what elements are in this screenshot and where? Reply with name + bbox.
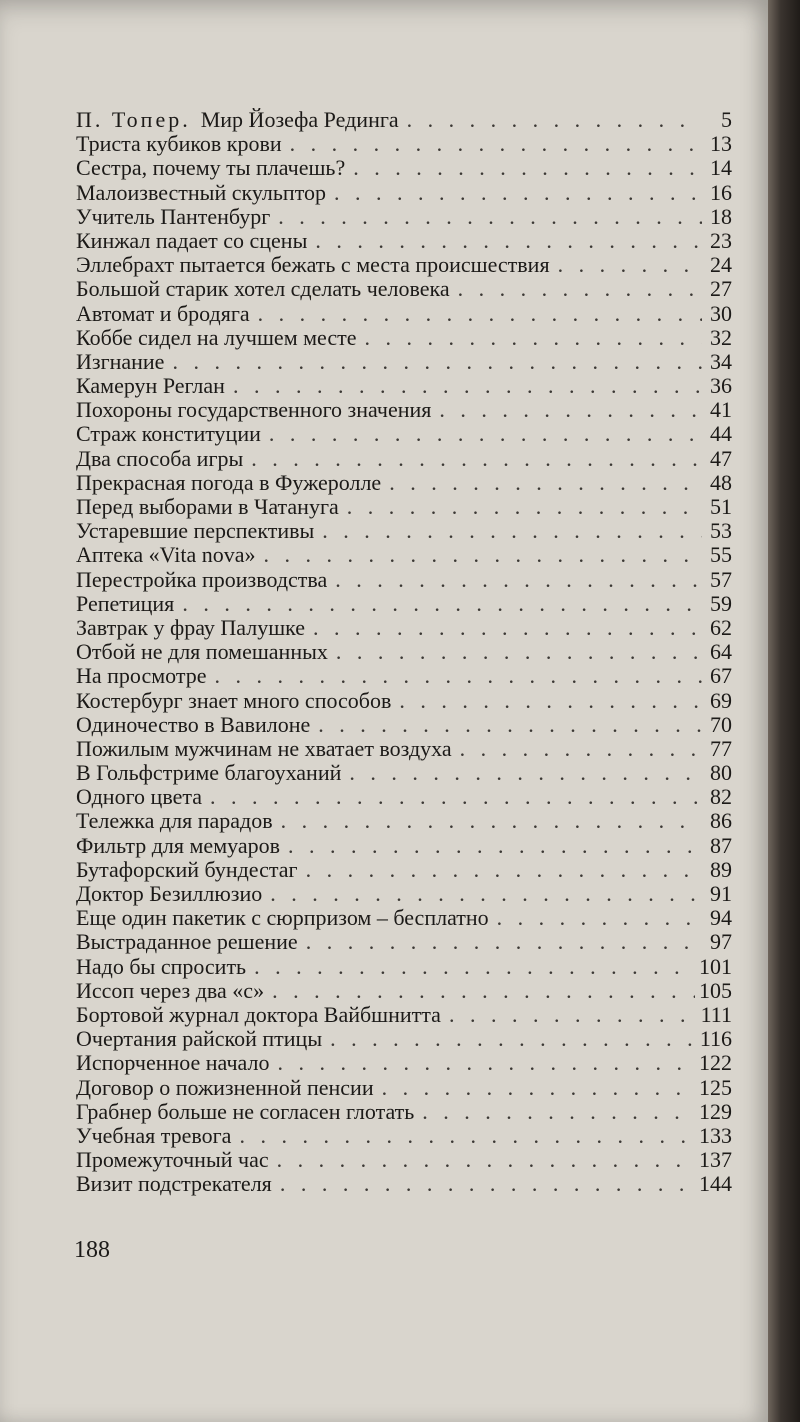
dot-leader	[233, 374, 702, 398]
toc-entry	[76, 277, 732, 301]
toc-entry-title: Визит подстрекателя	[76, 1171, 272, 1197]
toc-entry-title: Еще один пакетик с сюрпризом – бесплатно	[76, 905, 489, 931]
toc-entry-title: Завтрак у фрау Палушке	[76, 614, 306, 640]
dot-leader	[290, 132, 702, 156]
toc-entry-page: 133	[699, 1122, 732, 1148]
toc-entry	[76, 543, 732, 567]
dot-leader	[269, 422, 702, 446]
toc-entry	[76, 616, 732, 640]
toc-entry	[76, 495, 732, 519]
toc-entry-page: 5	[721, 107, 732, 132]
dot-leader	[306, 930, 702, 954]
toc-entry	[76, 1124, 732, 1148]
toc-entry-page: 16	[710, 179, 732, 205]
toc-entry-title	[76, 108, 399, 132]
toc-entry-page: 94	[710, 905, 732, 931]
dot-leader	[278, 205, 702, 229]
dot-leader	[272, 979, 695, 1003]
toc-entry-author: П. Топер.	[76, 107, 191, 132]
dot-leader	[322, 519, 702, 543]
toc-entry	[76, 834, 732, 858]
toc-entry	[76, 955, 732, 979]
toc-entry	[76, 181, 732, 205]
dot-leader	[210, 785, 702, 809]
toc-entry	[76, 664, 732, 688]
toc-entry-title: Очертания райской птицы	[76, 1026, 323, 1052]
toc-entry	[76, 592, 732, 616]
toc-entry-page: 41	[710, 397, 732, 423]
toc-entry-title: Доктор Безиллюзио	[76, 881, 263, 906]
toc-entry	[76, 568, 732, 592]
toc-entry	[76, 229, 732, 253]
dot-leader	[335, 568, 702, 592]
toc-entry-page: 24	[710, 252, 732, 278]
toc-entry-title-text: Мир Йозефа Рединга	[200, 107, 399, 132]
dot-leader	[281, 809, 702, 833]
toc-entry-title: Перестройка производства	[76, 566, 328, 592]
toc-entry	[76, 1076, 732, 1100]
toc-entry	[76, 785, 732, 809]
toc-entry	[76, 1003, 732, 1027]
dot-leader	[349, 761, 702, 785]
dot-leader	[263, 543, 702, 567]
toc-entry-title: Бортовой журнал доктора Вайбшнитта	[76, 1001, 441, 1027]
toc-entry-title: Коббе сидел на лучшем месте	[76, 324, 357, 350]
toc-entry-page: 69	[710, 687, 732, 713]
dot-leader	[315, 229, 702, 253]
toc-entry	[76, 253, 732, 277]
toc-entry	[76, 689, 732, 713]
toc-entry-page: 62	[710, 614, 732, 640]
toc-entry-title: Похороны государственного значения	[76, 397, 432, 423]
toc-entry-page: 122	[699, 1050, 732, 1076]
toc-entry-title: Отбой не для помешанных	[76, 639, 328, 665]
toc-entry-title: Кинжал падает со сцены	[76, 227, 308, 253]
dot-leader	[280, 1172, 695, 1196]
toc-entry	[76, 108, 732, 132]
toc-entry-page: 116	[699, 1026, 732, 1052]
toc-entry-page: 125	[699, 1074, 732, 1100]
dot-leader	[258, 302, 702, 326]
dot-leader	[254, 955, 695, 979]
toc-entry-page: 59	[710, 590, 732, 616]
dot-leader	[277, 1148, 695, 1172]
dot-leader	[277, 1051, 695, 1075]
toc-entry-page: 32	[710, 324, 732, 350]
toc-entry	[76, 471, 732, 495]
dot-leader	[458, 277, 702, 301]
book-edge	[768, 0, 800, 1422]
dot-leader	[389, 471, 702, 495]
toc-entry	[76, 350, 732, 374]
toc-entry-title: Два способа игры	[76, 445, 244, 471]
toc-entry-title: Эллебрахт пытается бежать с места происшествия	[76, 252, 550, 278]
dot-leader	[439, 398, 702, 422]
toc-entry	[76, 858, 732, 882]
toc-entry	[76, 1027, 732, 1051]
toc-entry-title: Испорченное начало	[76, 1050, 270, 1076]
dot-leader	[306, 858, 702, 882]
toc-entry-title: Надо бы спросить	[76, 953, 247, 979]
toc-entry-title: Одиночество в Вавилоне	[76, 711, 311, 737]
toc-entry	[76, 205, 732, 229]
toc-entry-page: 47	[710, 445, 732, 471]
toc-entry-page: 18	[710, 203, 732, 229]
toc-entry	[76, 882, 732, 906]
toc-entry	[76, 640, 732, 664]
dot-leader	[382, 1076, 695, 1100]
toc-entry-page: 44	[710, 421, 732, 447]
toc-entry-page: 51	[710, 494, 732, 519]
toc-entry-title: На просмотре	[76, 663, 207, 689]
dot-leader	[239, 1124, 695, 1148]
toc-entry-title: Триста кубиков крови	[76, 131, 282, 157]
toc-entry	[76, 398, 732, 422]
dot-leader	[172, 350, 702, 374]
toc-entry-page: 55	[710, 542, 732, 568]
dot-leader	[365, 326, 703, 350]
toc-entry	[76, 809, 732, 833]
toc-entry-page: 70	[710, 711, 732, 737]
page-number: 188	[74, 1237, 110, 1263]
toc-entry-title: Костербург знает много способов	[76, 687, 392, 713]
toc-entry-page: 82	[710, 784, 732, 810]
dot-leader	[399, 689, 702, 713]
dot-leader	[215, 664, 702, 688]
toc-entry-title: Бутафорский бундестаг	[76, 856, 298, 882]
toc-entry-title: Сестра, почему ты плачешь?	[76, 155, 346, 181]
toc-entry-page: 48	[710, 469, 732, 495]
dot-leader	[182, 592, 702, 616]
toc-entry	[76, 1100, 732, 1124]
toc-entry-page: 64	[710, 639, 732, 665]
toc-entry	[76, 1172, 732, 1196]
dot-leader	[336, 640, 702, 664]
toc-entry-page: 105	[699, 977, 732, 1003]
dot-leader	[288, 834, 702, 858]
toc-entry-page: 77	[710, 735, 732, 761]
toc-entry-title: Промежуточный час	[76, 1147, 269, 1173]
dot-leader	[313, 616, 702, 640]
toc-entry	[76, 422, 732, 446]
toc-entry-page: 144	[699, 1171, 732, 1197]
toc-entry-title: Учитель Пантенбург	[76, 203, 271, 229]
table-of-contents	[76, 108, 732, 1196]
toc-entry-page: 36	[710, 373, 732, 399]
dot-leader	[449, 1003, 697, 1027]
toc-entry-page: 89	[710, 856, 732, 882]
toc-entry	[76, 132, 732, 156]
toc-entry	[76, 713, 732, 737]
toc-entry-page: 30	[710, 300, 732, 326]
toc-entry-page: 97	[710, 929, 732, 955]
dot-leader	[422, 1100, 695, 1124]
toc-entry-title: Одного цвета	[76, 784, 202, 810]
dot-leader	[347, 495, 702, 519]
toc-entry-page: 87	[710, 832, 732, 858]
toc-entry-page: 13	[710, 131, 732, 157]
toc-entry-page: 57	[710, 566, 732, 592]
toc-entry-title: Пожилым мужчинам не хватает воздуха	[76, 735, 452, 761]
toc-entry-title: Страж конституции	[76, 421, 261, 447]
toc-entry	[76, 979, 732, 1003]
toc-entry-title: Изгнание	[76, 348, 165, 374]
toc-entry-title: Учебная тревога	[76, 1122, 232, 1148]
toc-entry-title: Аптека «Vita nova»	[76, 542, 256, 568]
toc-entry	[76, 156, 732, 180]
toc-entry	[76, 374, 732, 398]
toc-entry	[76, 326, 732, 350]
dot-leader	[318, 713, 702, 737]
toc-entry	[76, 906, 732, 930]
dot-leader	[558, 253, 702, 277]
toc-entry	[76, 1148, 732, 1172]
toc-entry-title: Грабнер больше не согласен глотать	[76, 1098, 415, 1124]
toc-entry	[76, 302, 732, 326]
toc-entry-title: Малоизвестный скульптор	[76, 179, 327, 205]
toc-entry-page: 23	[710, 227, 732, 253]
dot-leader	[497, 906, 702, 930]
toc-entry	[76, 519, 732, 543]
dot-leader	[251, 447, 702, 471]
toc-entry-title: В Гольфстриме благоуханий	[76, 760, 342, 786]
dot-leader	[270, 882, 702, 906]
toc-entry-page: 91	[710, 881, 732, 906]
toc-entry	[76, 930, 732, 954]
toc-entry-title: Автомат и бродяга	[76, 300, 250, 326]
toc-entry-page: 129	[699, 1098, 732, 1124]
toc-entry-page: 111	[700, 1001, 732, 1027]
toc-entry-title: Договор о пожизненной пенсии	[76, 1074, 374, 1100]
toc-entry-page: 53	[710, 518, 732, 544]
toc-entry-page: 67	[710, 663, 732, 689]
toc-entry-title: Выстраданное решение	[76, 929, 298, 955]
toc-entry-page: 137	[699, 1147, 732, 1173]
toc-entry-page: 80	[710, 760, 732, 786]
toc-entry	[76, 447, 732, 471]
toc-entry	[76, 737, 732, 761]
dot-leader	[330, 1027, 696, 1051]
toc-entry-title: Камерун Реглан	[76, 373, 225, 399]
toc-entry-title: Фильтр для мемуаров	[76, 832, 280, 858]
toc-entry-title: Перед выборами в Чатануга	[76, 494, 339, 519]
toc-entry	[76, 761, 732, 785]
toc-entry-title: Иссоп через два «с»	[76, 977, 265, 1003]
toc-entry-title: Тележка для парадов	[76, 808, 273, 834]
toc-entry	[76, 1051, 732, 1075]
toc-entry-title: Устаревшие перспективы	[76, 518, 315, 544]
toc-entry-title: Большой старик хотел сделать человека	[76, 276, 450, 302]
dot-leader	[353, 156, 702, 180]
dot-leader	[407, 108, 702, 132]
toc-entry-title: Репетиция	[76, 590, 175, 616]
toc-entry-page: 86	[710, 808, 732, 834]
dot-leader	[334, 181, 702, 205]
toc-entry-title: Прекрасная погода в Фужеролле	[76, 469, 382, 495]
toc-entry-page: 27	[710, 276, 732, 302]
toc-entry-page: 14	[710, 155, 732, 181]
dot-leader	[460, 737, 702, 761]
toc-entry-page: 101	[699, 953, 732, 979]
toc-entry-page: 34	[710, 348, 732, 374]
